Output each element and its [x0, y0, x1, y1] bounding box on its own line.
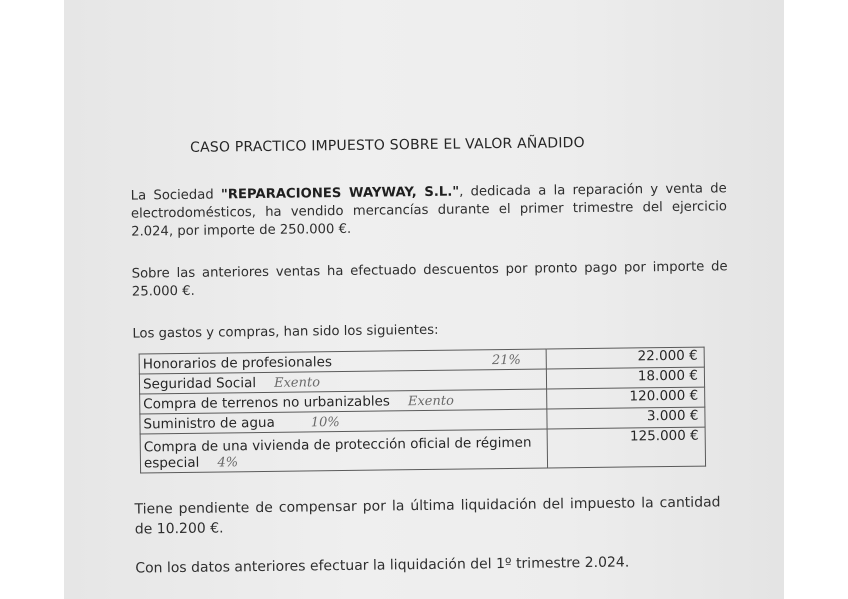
discounts-paragraph: Sobre las anteriores ventas ha efectuado descuentos por pronto pago por importe de 25.000 €. — [131, 259, 728, 300]
conclusion-paragraph: Con los datos anteriores efectuar la liquidación del 1º trimestre 2.024. — [135, 554, 630, 577]
expense-concept: Compra de una vivienda de protección oficial de régimen especial 4% — [140, 429, 548, 473]
expense-concept: Honorarios de profesionales 21% — [139, 349, 547, 374]
handwritten-note: Exento — [273, 375, 321, 391]
handwritten-note: Exento — [407, 393, 454, 410]
intro-lead: La Sociedad — [130, 187, 222, 204]
document-title: CASO PRACTICO IMPUESTO SOBRE EL VALOR AÑADIDO — [190, 135, 585, 156]
expense-amount: 3.000 € — [547, 407, 705, 429]
intro-rest: , dedicada a la reparación y venta de electrodomésticos, ha vendido mercancías durante el primer trimestre del ejercicio 2.024, por importe de 250.000 €. — [130, 181, 727, 240]
paper-sheet — [64, 0, 784, 599]
intro-paragraph — [131, 180, 728, 241]
expense-concept: Seguridad Social Exento — [139, 369, 547, 394]
table-row — [140, 427, 705, 473]
handwritten-note: 10% — [310, 415, 340, 431]
compensation-paragraph: Tiene pendiente de compensar por la última liquidación del impuesto la cantidad de 10.200 €. — [134, 494, 721, 538]
expense-concept: Compra de terrenos no urbanizables Exento — [140, 389, 548, 414]
company-name: "REPARACIONES WAYWAY, S.L." — [220, 184, 460, 203]
handwritten-note: 4% — [217, 455, 239, 471]
expense-amount: 125.000 € — [547, 427, 705, 468]
expense-amount: 22.000 € — [546, 347, 704, 369]
handwritten-note: 21% — [491, 352, 521, 369]
expense-amount: 120.000 € — [547, 387, 705, 409]
expenses-intro: Los gastos y compras, han sido los siguientes: — [132, 322, 439, 342]
expenses-table — [139, 347, 706, 474]
document-content — [64, 0, 784, 599]
expense-amount: 18.000 € — [547, 367, 705, 389]
expense-concept: Suministro de agua 10% — [140, 409, 548, 434]
